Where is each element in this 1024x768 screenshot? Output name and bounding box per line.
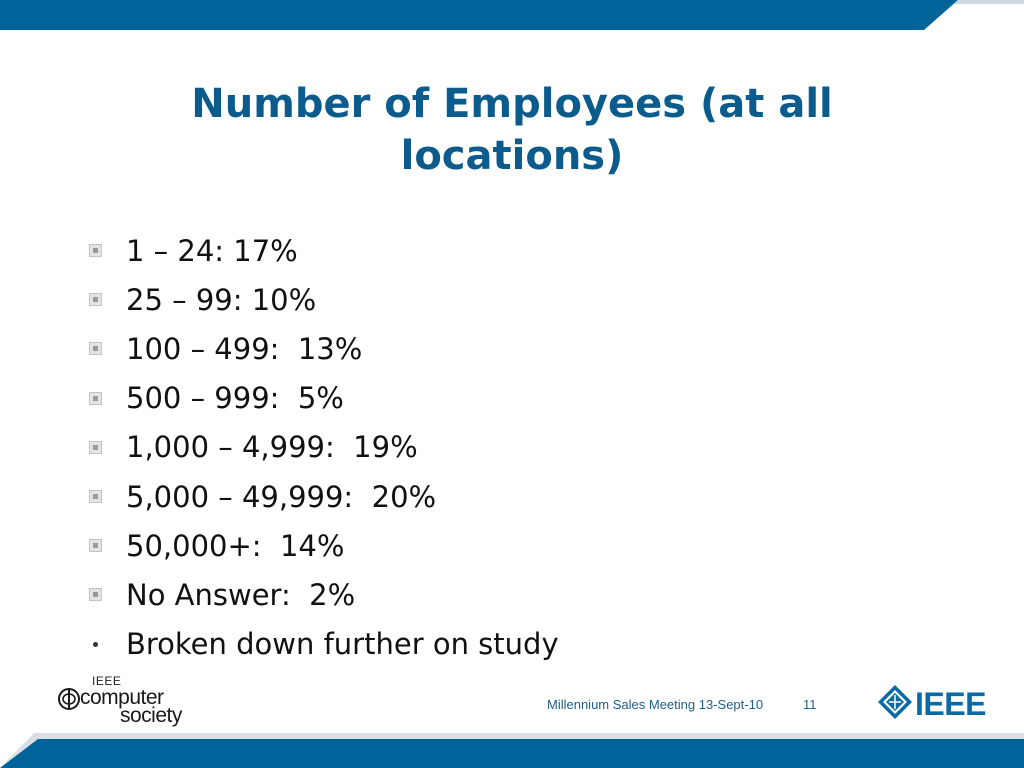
bullet-item [86,620,966,669]
square-bullet-icon [89,441,102,454]
bullet-item [86,374,966,423]
top-accent-bar [0,0,1024,30]
phi-icon [58,688,80,710]
square-bullet-icon [89,539,102,552]
bullet-marker [86,539,126,552]
bullet-item [86,423,966,472]
ieee-wordmark: IEEE [915,686,986,722]
ieee-diamond-icon [877,684,913,720]
dot-bullet-icon [93,642,98,647]
bullet-text: Broken down further on study [126,627,559,662]
bullet-text: 1 – 24: 17% [126,233,298,268]
bullet-text: No Answer: 2% [126,577,356,612]
bullet-text: 25 – 99: 10% [126,282,317,317]
bullet-marker [86,588,126,601]
bottom-accent-bar [0,728,1024,768]
bullet-list [86,226,966,669]
bullet-text: 500 – 999: 5% [126,381,344,416]
bullet-text: 50,000+: 14% [126,528,345,563]
computer-society-logo [58,674,198,728]
bullet-text: 100 – 499: 13% [126,331,363,366]
square-bullet-icon [89,244,102,257]
square-bullet-icon [89,293,102,306]
bullet-marker [86,293,126,306]
bullet-item [86,275,966,324]
bullet-marker [86,490,126,503]
square-bullet-icon [89,490,102,503]
bullet-item [86,570,966,619]
square-bullet-icon [89,588,102,601]
bullet-marker [86,441,126,454]
bullet-item [86,472,966,521]
bullet-item [86,521,966,570]
bullet-text: 5,000 – 49,999: 20% [126,479,437,514]
bullet-text: 1,000 – 4,999: 19% [126,430,418,465]
square-bullet-icon [89,392,102,405]
ieee-logo [877,684,997,724]
slide-number: 11 [803,697,817,712]
slide-title: Number of Employees (at all locations) [191,81,833,179]
computer-society-ieee-label: IEEE [92,674,122,688]
bullet-marker [86,642,126,647]
bullet-item [86,324,966,373]
bullet-marker [86,342,126,355]
bullet-item [86,226,966,275]
square-bullet-icon [89,342,102,355]
bullet-marker [86,392,126,405]
computer-society-society-label: society [120,704,182,727]
bullet-marker [86,244,126,257]
footer-text: Millennium Sales Meeting 13-Sept-10 [547,697,764,712]
computer-society-computer-label: computer [80,686,164,709]
